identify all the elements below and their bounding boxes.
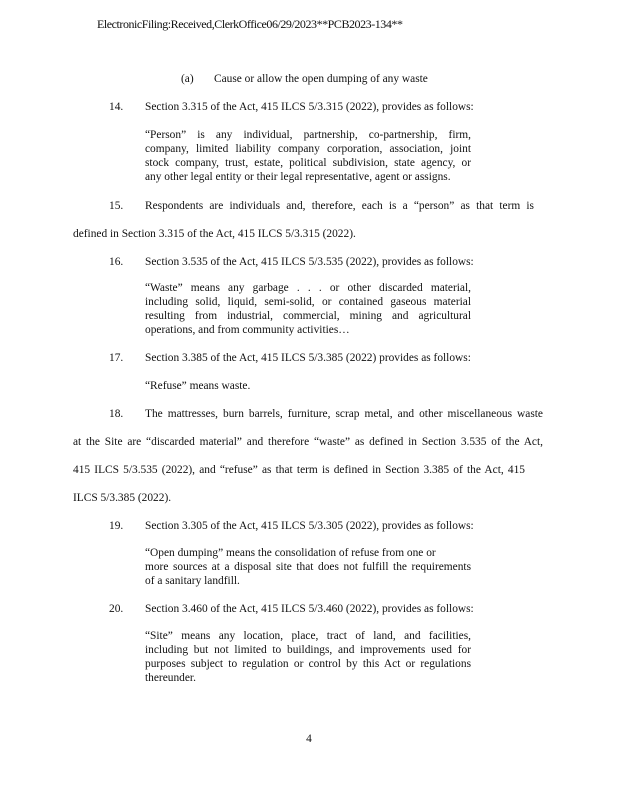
paragraph-number-15: 15.: [109, 200, 124, 212]
paragraph-14-quote: [145, 128, 471, 184]
paragraph-number-18: 18.: [109, 408, 124, 420]
quote-line: operations, and from community activities…: [145, 324, 350, 336]
list-item-a-text: Cause or allow the open dumping of any waste: [214, 73, 428, 85]
quote-line: “Site” means any location, place, tract of land, and facilities,: [145, 630, 471, 642]
list-marker-a: (a): [181, 73, 194, 85]
paragraph-number-19: 19.: [109, 520, 124, 532]
paragraph-16-quote: [145, 281, 471, 337]
quote-line: including but not limited to buildings, and improvements used for: [145, 644, 471, 656]
paragraph-19-text: Section 3.305 of the Act, 415 ILCS 5/3.305 (2022), provides as follows:: [145, 520, 474, 532]
filing-stamp: ElectronicFiling:Received,ClerkOffice06/29/2023**PCB2023-134**: [97, 17, 403, 31]
quote-line: “Open dumping” means the consolidation of refuse from one or: [145, 547, 436, 559]
paragraph-17-text: Section 3.385 of the Act, 415 ILCS 5/3.385 (2022) provides as follows:: [145, 352, 471, 364]
quote-line: more sources at a disposal site that does not fulfill the requirements: [145, 561, 471, 573]
paragraph-18-line-1: The mattresses, burn barrels, furniture, scrap metal, and other miscellaneous waste: [145, 408, 543, 420]
paragraph-15-line-1: Respondents are individuals and, therefore, each is a “person” as that term is: [145, 200, 534, 212]
quote-line: purposes subject to regulation or control by this Act or regulations: [145, 658, 471, 670]
quote-line: thereunder.: [145, 672, 196, 684]
paragraph-14-text: Section 3.315 of the Act, 415 ILCS 5/3.315 (2022), provides as follows:: [145, 101, 474, 113]
paragraph-number-17: 17.: [109, 352, 124, 364]
paragraph-number-16: 16.: [109, 256, 124, 268]
paragraph-19-quote: [145, 546, 471, 588]
quote-line: company, limited liability company corporation, association, joint: [145, 143, 471, 155]
quote-line: “Waste” means any garbage . . . or other discarded material,: [145, 282, 471, 294]
quote-line: stock company, trust, estate, political subdivision, state agency, or: [145, 157, 471, 169]
page-number: 4: [306, 733, 312, 745]
paragraph-15-line-2: defined in Section 3.315 of the Act, 415 ILCS 5/3.315 (2022).: [73, 228, 356, 240]
paragraph-18-line-4: ILCS 5/3.385 (2022).: [73, 492, 172, 504]
paragraph-number-20: 20.: [109, 603, 124, 615]
quote-line: “Person” is any individual, partnership, co-partnership, firm,: [145, 129, 471, 141]
paragraph-17-quote: “Refuse” means waste.: [145, 380, 251, 392]
paragraph-20-text: Section 3.460 of the Act, 415 ILCS 5/3.460 (2022), provides as follows:: [145, 603, 474, 615]
paragraph-16-text: Section 3.535 of the Act, 415 ILCS 5/3.535 (2022), provides as follows:: [145, 256, 474, 268]
paragraph-18-line-2: at the Site are “discarded material” and therefore “waste” as defined in Section 3.535 of the Act,: [73, 436, 543, 448]
quote-line: including solid, liquid, semi-solid, or contained gaseous material: [145, 296, 471, 308]
paragraph-number-14: 14.: [109, 101, 124, 113]
paragraph-20-quote: [145, 629, 471, 685]
quote-line: any other legal entity or their legal representative, agent or assigns.: [145, 171, 451, 183]
quote-line: resulting from industrial, commercial, mining and agricultural: [145, 310, 471, 322]
quote-line: of a sanitary landfill.: [145, 575, 240, 587]
paragraph-18-line-3: 415 ILCS 5/3.535 (2022), and “refuse” as that term is defined in Section 3.385 of the Act, 415: [73, 464, 525, 476]
